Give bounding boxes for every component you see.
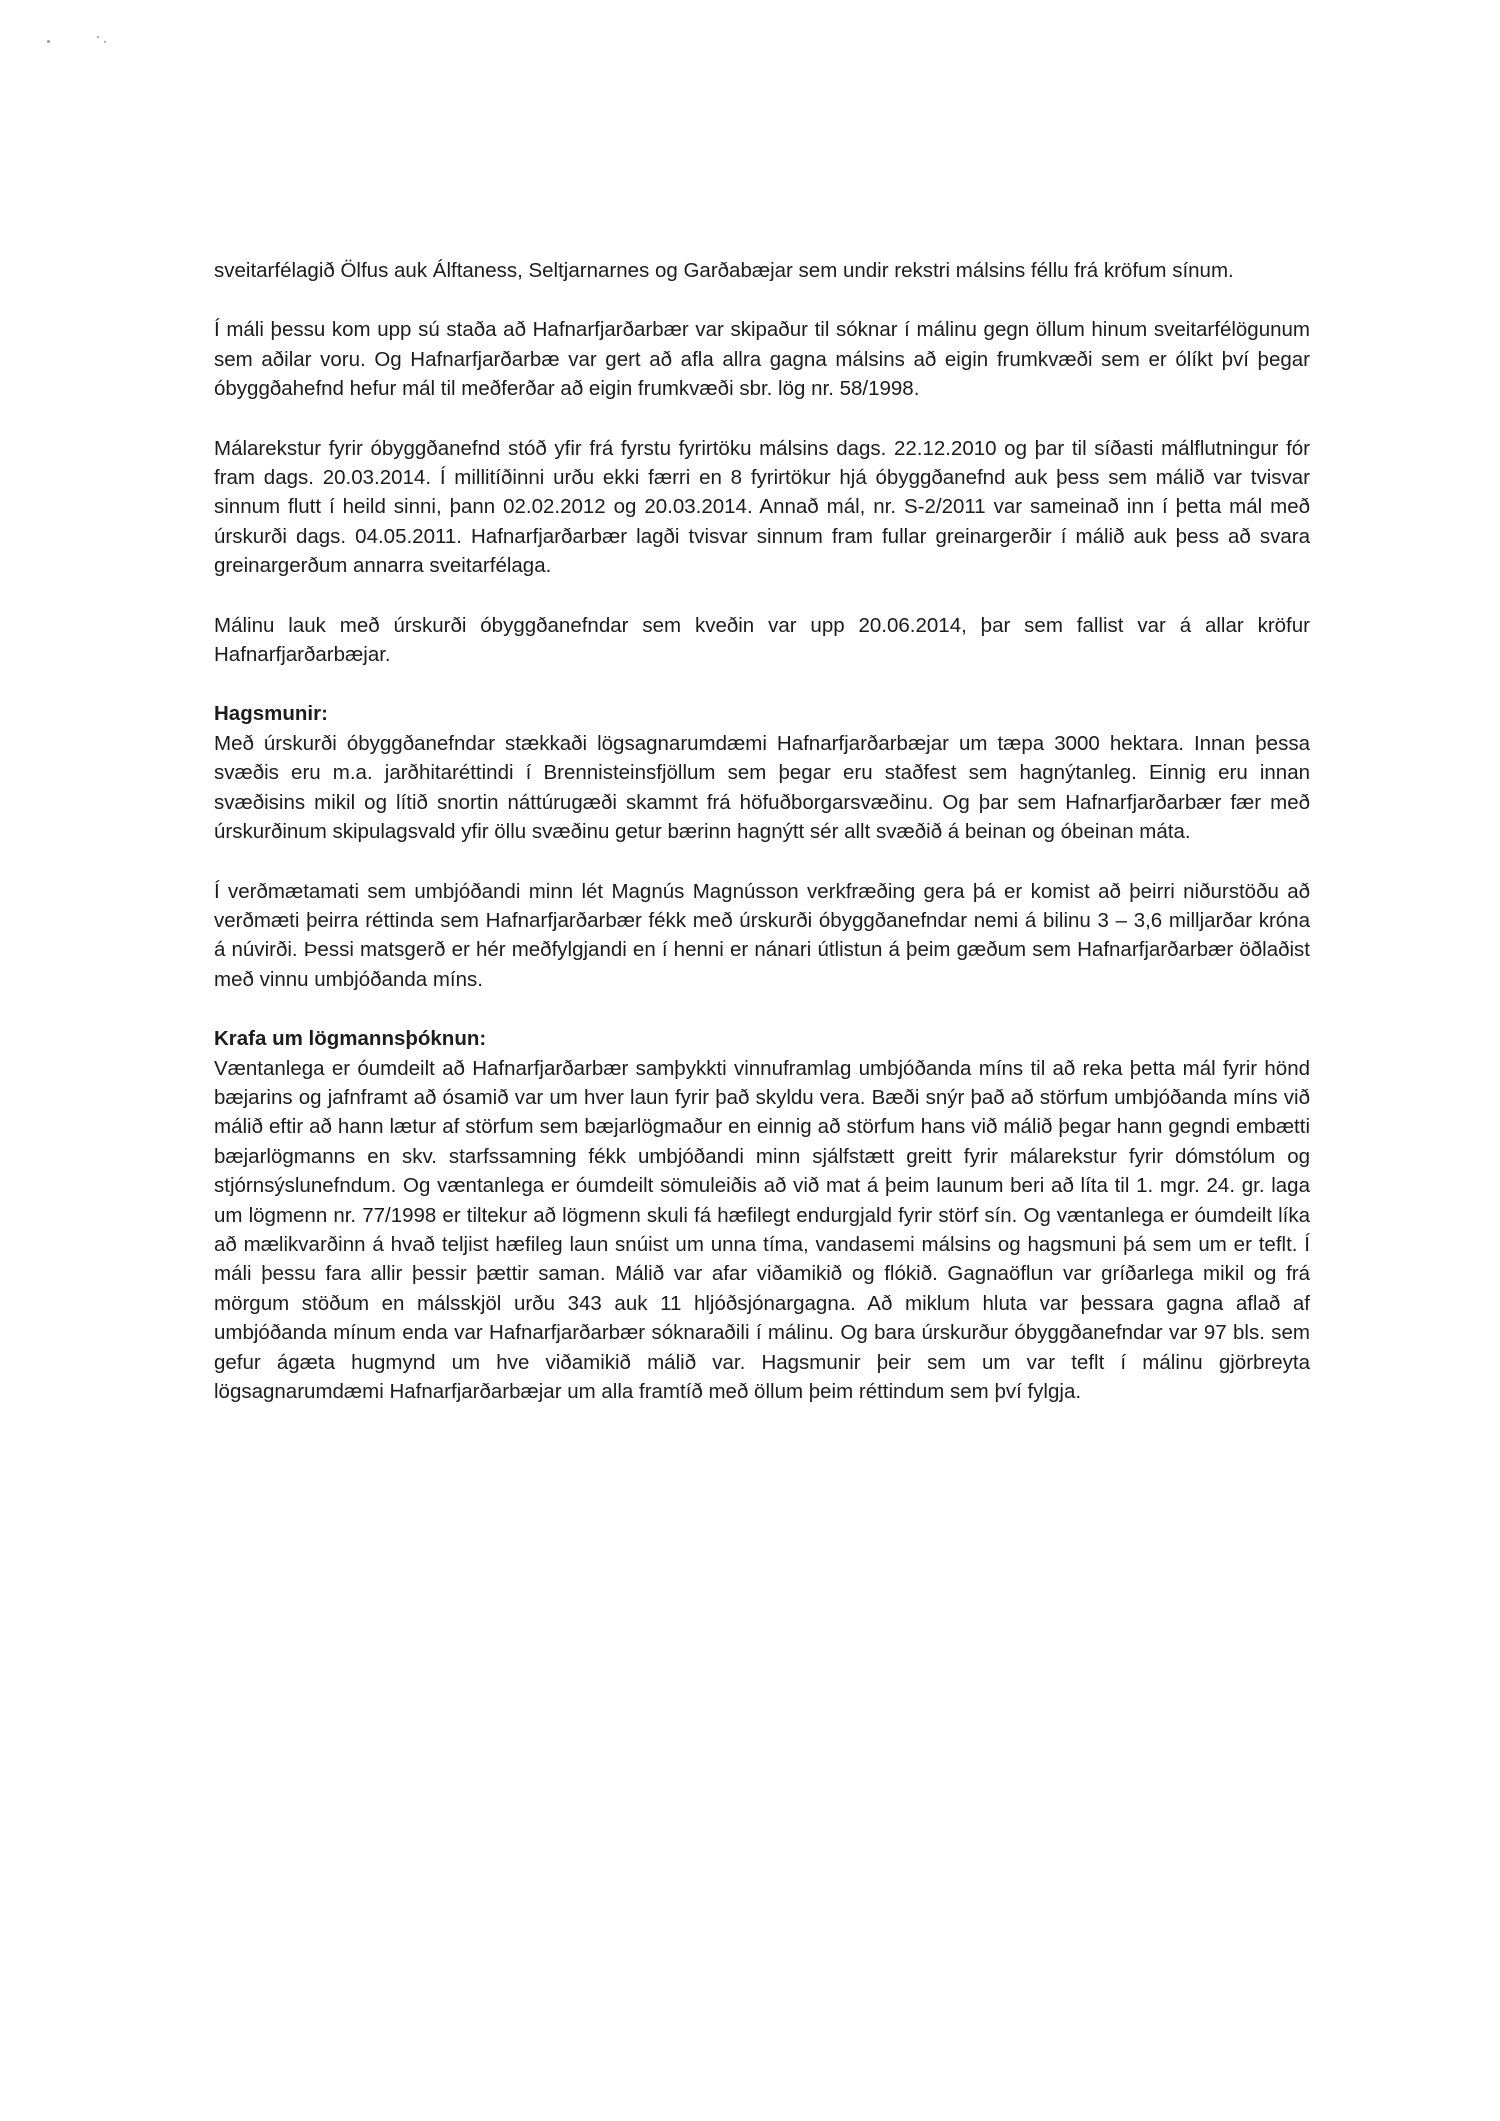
paragraph-2: Í máli þessu kom upp sú staða að Hafnarfjarðarbær var skipaður til sóknar í málinu gegn öllum hinum sveitarfélögunum sem aðilar voru. Og Hafnarfjarðarbæ var gert að afla allra gagna málsins að eigin frumkvæði sem er ólíkt því þegar óbyggðahefnd hefur mál til meðferðar að eigin frumkvæði sbr. lög nr. 58/1998. <box>214 318 1310 401</box>
section-hagsmunir <box>214 699 1310 846</box>
scan-speck <box>97 36 99 38</box>
section-heading: Hagsmunir: <box>214 702 328 726</box>
section-paragraph: Væntanlega er óumdeilt að Hafnarfjarðarbær samþykkti vinnuframlag umbjóðanda míns til að reka þetta mál fyrir hönd bæjarins og jafnframt að ósamið var um hver laun fyrir það skyldu vera. Bæði snýr það að störfum umbjóðanda míns við málið eftir að hann lætur af störfum sem bæjarlögmaður en einnig að störfum hans við málið þegar hann gegndi embætti bæjarlögmanns en skv. starfssamning fékk umbjóðandi minn sjálfstætt greitt fyrir málarekstur fyrir dómstólum og stjórnsýslunefndum. Og væntanlega er óumdeilt sömuleiðis að við mat á þeim launum beri að líta til 1. mgr. 24. gr. laga um lögmenn nr. 77/1998 er tiltekur að lögmenn skuli fá hæfilegt endurgjald fyrir störf sín. Og væntanlega er óumdeilt líka að mælikvarðinn á hvað teljist hæfileg laun snúist um unna tíma, vandasemi málsins og hagsmuni þá sem um er teflt. Í máli þessu fara allir þessir þættir saman. Málið var afar viðamikið og flókið. Gagnaöflun var gríðarlega mikil og frá mörgum stöðum en málsskjöl urðu 343 auk 11 hljóðsjónargagna. Að miklum hluta var þessara gagna aflað af umbjóðanda mínum enda var Hafnarfjarðarbær sóknaraðili í málinu. Og bara úrskurður óbyggðanefndar var 97 bls. sem gefur ágæta hugmynd um hve viðamikið málið var. Hagsmunir þeir sem um var teflt í málinu gjörbreyta lögsagnarumdæmi Hafnarfjarðarbæjar um alla framtíð með öllum þeim réttindum sem því fylgja. <box>214 1056 1310 1403</box>
paragraph-1: sveitarfélagið Ölfus auk Álftaness, Seltjarnarnes og Garðabæjar sem undir rekstri málsins féllu frá kröfum sínum. <box>214 259 1234 282</box>
section-paragraph: Með úrskurði óbyggðanefndar stækkaði lögsagnarumdæmi Hafnarfjarðarbæjar um tæpa 3000 hektara. Innan þessa svæðis eru m.a. jarðhitaréttindi í Brennisteinsfjöllum sem þegar eru staðfest sem hagnýtanleg. Einnig eru innan svæðisins mikil og lítið snortin náttúrugæði skammt frá höfuðborgarsvæðinu. Og þar sem Hafnarfjarðarbær fær með úrskurðinum skipulagsvald yfir öllu svæðinu getur bærinn hagnýtt sér allt svæðið á beinan og óbeinan máta. <box>214 731 1310 844</box>
scan-speck <box>47 40 50 43</box>
section-krafa-um-logmannsthoknun <box>214 1024 1310 1406</box>
paragraph-3: Málarekstur fyrir óbyggðanefnd stóð yfir frá fyrstu fyrirtöku málsins dags. 22.12.2010 og þar til síðasti málflutningur fór fram dags. 20.03.2014. Í millitíðinni urðu ekki færri en 8 fyrirtökur hjá óbyggðanefnd auk þess sem málið var tvisvar sinnum flutt í heild sinni, þann 02.02.2012 og 20.03.2014. Annað mál, nr. S-2/2011 var sameinað inn í þetta mál með úrskurði dags. 04.05.2011. Hafnarfjarðarbær lagði tvisvar sinnum fram fullar greinargerðir í málið auk þess að svara greinargerðum annarra sveitarfélaga. <box>214 436 1310 578</box>
paragraph-4: Málinu lauk með úrskurði óbyggðanefndar sem kveðin var upp 20.06.2014, þar sem fallist var á allar kröfur Hafnarfjarðarbæjar. <box>214 613 1310 667</box>
scan-speck <box>104 41 106 43</box>
paragraph-5: Í verðmætamati sem umbjóðandi minn lét Magnús Magnússon verkfræðing gera þá er komist að þeirri niðurstöðu að verðmæti þeirra réttinda sem Hafnarfjarðarbær fékk með úrskurði óbyggðanefndar nemi á bilinu 3 – 3,6 milljarðar króna á núvirði. Þessi matsgerð er hér meðfylgjandi en í henni er nánari útlistun á þeim gæðum sem Hafnarfjarðarbær öðlaðist með vinnu umbjóðanda míns. <box>214 879 1310 991</box>
document-body <box>214 256 1310 1436</box>
section-heading: Krafa um lögmannsþóknun: <box>214 1027 487 1051</box>
